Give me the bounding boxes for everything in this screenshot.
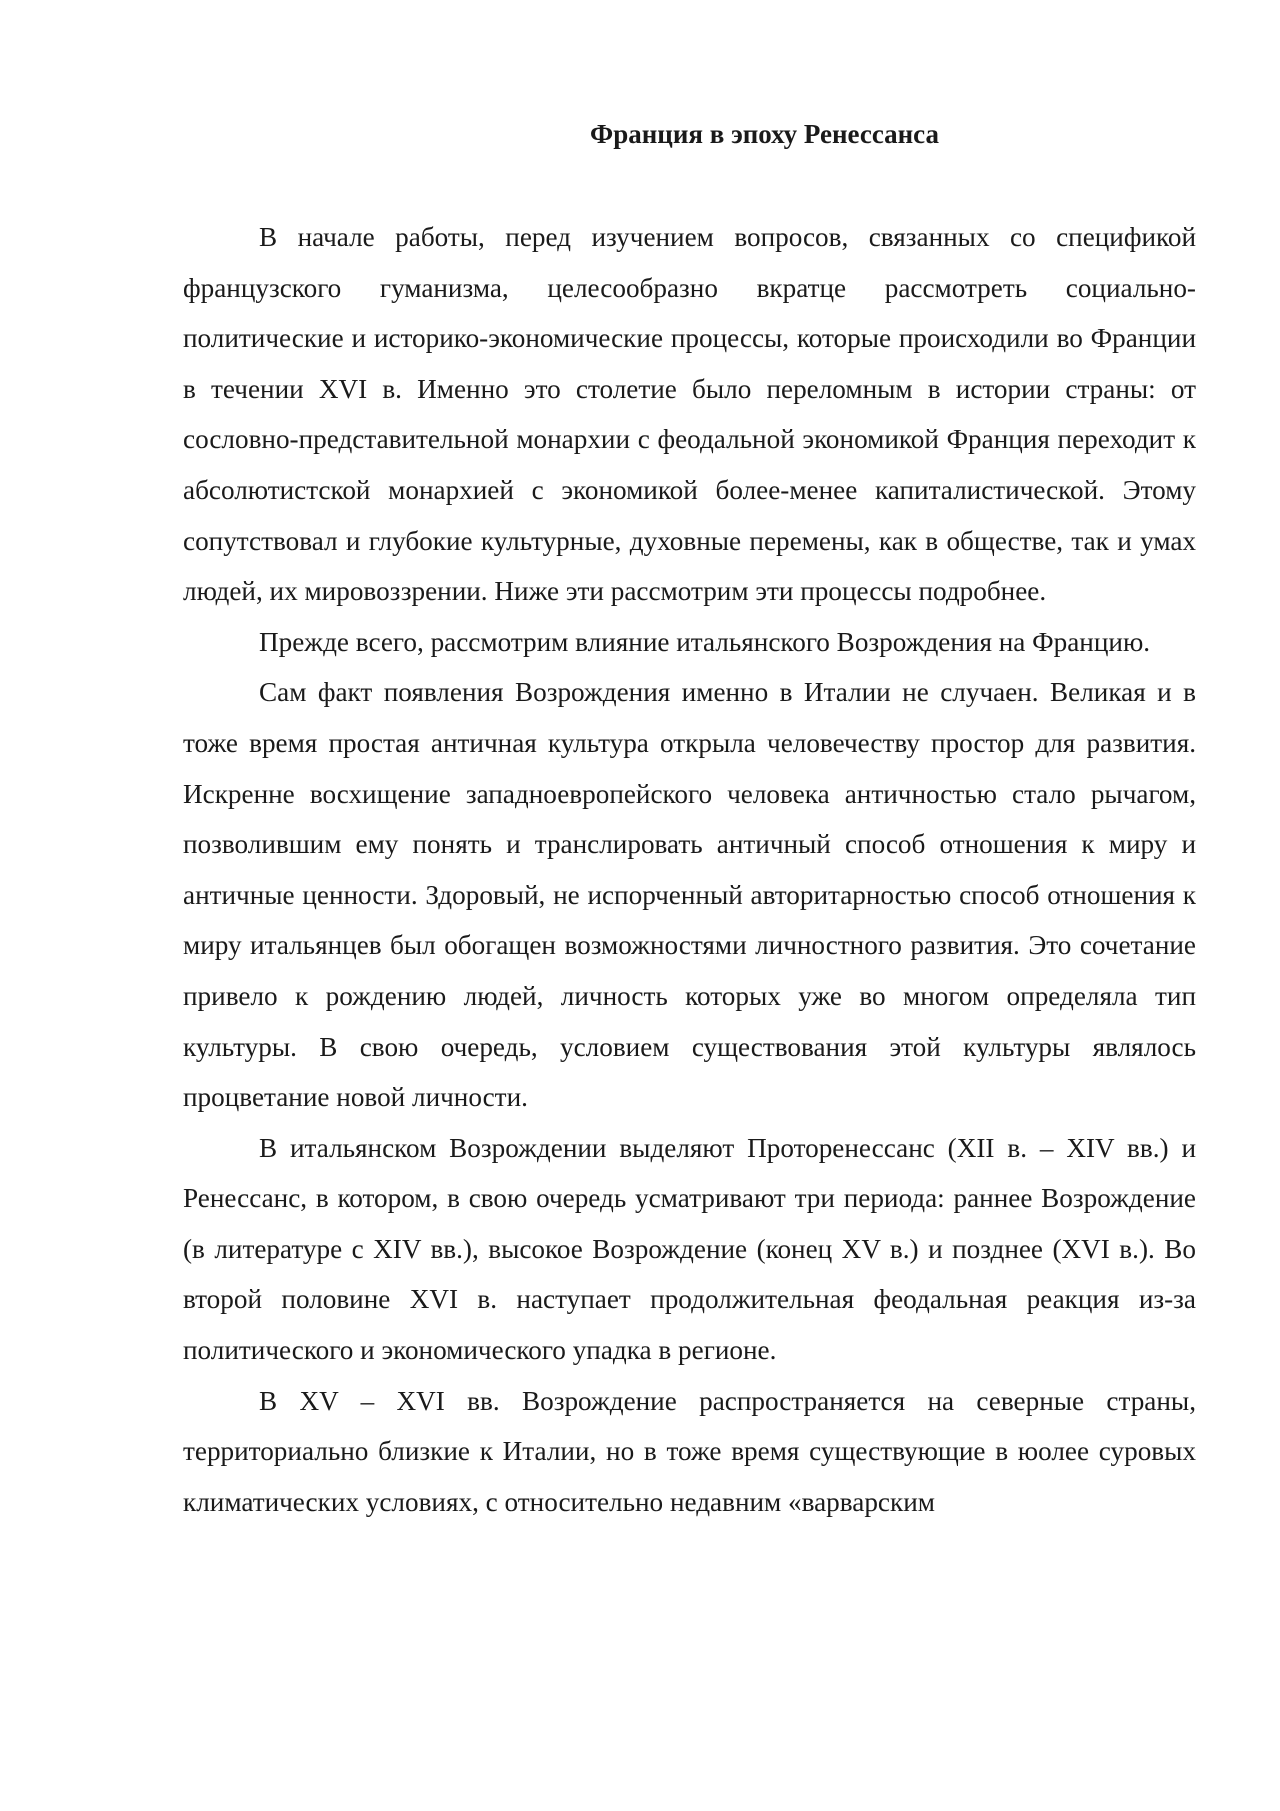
paragraph: Прежде всего, рассмотрим влияние итальянского Возрождения на Францию. bbox=[259, 626, 1151, 657]
paragraph: Сам факт появления Возрождения именно в Италии не случаен. Великая и в тоже время простая античная культура открыла человечеству простор для развития. Искренне восхищение западноевропейского человека античностью стало рычагом, позволившим ему понять и транслировать античный способ отношения к миру и античные ценности. Здоровый, не испорченный авторитарностью способ отношения к миру итальянцев был обогащен возможностями личностного развития. Это сочетание привело к рождению людей, личность которых уже во многом определяла тип культуры. В свою очередь, условием существования этой культуры являлось процветание новой личности. bbox=[183, 677, 1196, 1113]
paragraph: В начале работы, перед изучением вопросов, связанных со спецификой французского гуманизма, целесообразно вкратце рассмотреть социально-политические и историко-экономические процессы, которые происходили во Франции в течении XVI в. Именно это столетие было переломным в истории страны: от сословно-представительной монархии с феодальной экономикой Франция переходит к абсолютистской монархией с экономикой более-менее капиталистической. Этому сопутствовал и глубокие культурные, духовные перемены, как в обществе, так и умах людей, их мировоззрении. Ниже эти рассмотрим эти процессы подробнее. bbox=[183, 222, 1196, 607]
document-body bbox=[183, 212, 1196, 1527]
paragraph: В итальянском Возрождении выделяют Проторенессанс (XII в. – XIV вв.) и Ренессанс, в котором, в свою очередь усматривают три периода: раннее Возрождение (в литературе с XIV вв.), высокое Возрождение (конец XV в.) и позднее (XVI в.). Во второй половине XVI в. наступает продолжительная феодальная реакция из-за политического и экономического упадка в регионе. bbox=[183, 1132, 1196, 1366]
document-title: Франция в эпоху Ренессанса bbox=[590, 119, 939, 149]
paragraph: В XV – XVI вв. Возрождение распространяется на северные страны, территориально близкие к Италии, но в тоже время существующие в юолее суровых климатических условиях, с относительно недавним «варварским bbox=[183, 1385, 1196, 1517]
